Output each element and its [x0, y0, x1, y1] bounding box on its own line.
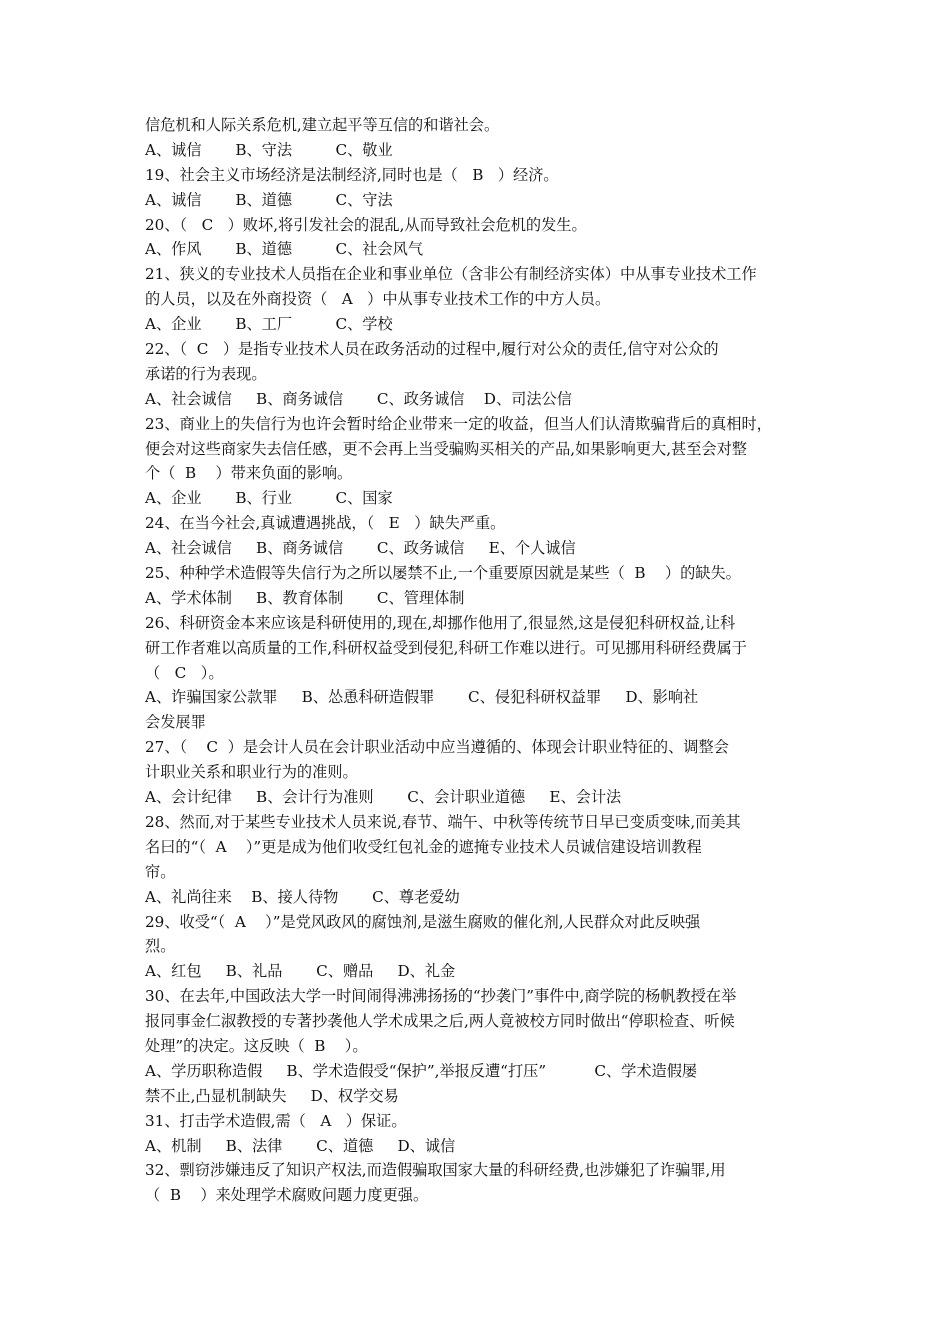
question-24: 24、在当今社会,真诚遭遇挑战，（ E ）缺失严重。 — [145, 514, 506, 533]
answer-options: A、诈骗国家公款罪 B、怂恿科研造假罪 C、侵犯科研权益罪 D、影响社 — [145, 688, 699, 707]
question-26: 26、科研资金本来应该是科研使用的,现在,却挪作他用了,很显然,这是侵犯科研权益,让科 — [145, 613, 736, 632]
text-line: 处理”的决定。这反映（ B ）。 — [145, 1036, 368, 1055]
text-line: 名曰的“（ A ）”更是成为他们收受红包礼金的遮掩专业技术人员诚信建设培训教程 — [145, 837, 702, 856]
answer-options: A、社会诚信 B、商务诚信 C、政务诚信 D、司法公信 — [145, 389, 572, 408]
text-line: （ B ）来处理学术腐败问题力度更强。 — [145, 1186, 429, 1205]
answer-options: A、社会诚信 B、商务诚信 C、政务诚信 E、个人诚信 — [145, 539, 576, 558]
answer-options: A、会计纪律 B、会计行为准则 C、会计职业道德 E、会计法 — [145, 788, 622, 807]
question-25: 25、种种学术造假等失信行为之所以屡禁不止,一个重要原因就是某些（ B ）的缺失。 — [145, 564, 741, 583]
answer-options: A、作风 B、道德 C、社会风气 — [145, 240, 424, 259]
question-20: 20、（ C ）败坏,将引发社会的混乱,从而导致社会危机的发生。 — [145, 215, 587, 234]
text-line: 烈。 — [145, 937, 176, 956]
text-line: 便会对这些商家失去信任感，更不会再上当受骗购买相关的产品,如果影响更大,甚至会对整 — [145, 439, 747, 458]
text-line: 会发展罪 — [145, 713, 206, 732]
text-line: （ C ）。 — [145, 663, 224, 682]
text-line: 承诺的行为表现。 — [145, 364, 267, 383]
question-list — [145, 113, 813, 1208]
question-28: 28、然而,对于某些专业技术人员来说,春节、端午、中秋等传统节日早已变质变味,而美其 — [145, 812, 741, 831]
text-line: 研工作者难以高质量的工作,科研权益受到侵犯,科研工作难以进行。可见挪用科研经费属于 — [145, 638, 747, 657]
question-32: 32、剽窃涉嫌违反了知识产权法,而造假骗取国家大量的科研经费,也涉嫌犯了诈骗罪,用 — [145, 1161, 726, 1180]
text-line: 帘。 — [145, 862, 176, 881]
answer-options: A、诚信 B、守法 C、敬业 — [145, 140, 393, 159]
answer-options: A、企业 B、工厂 C、学校 — [145, 315, 393, 334]
question-27: 27、（ C ）是会计人员在会计职业活动中应当遵循的、体现会计职业特征的、调整会 — [145, 738, 729, 757]
text-line: 的人员，以及在外商投资（ A ）中从事专业技术工作的中方人员。 — [145, 290, 611, 309]
text-line: 个（ B ）带来负面的影响。 — [145, 464, 353, 483]
question-22: 22、（ C ）是指专业技术人员在政务活动的过程中,履行对公众的责任,信守对公众的 — [145, 340, 719, 359]
answer-options: A、企业 B、行业 C、国家 — [145, 489, 393, 508]
answer-options: A、礼尚往来 B、接人待物 C、尊老爱幼 — [145, 887, 460, 906]
question-23: 23、商业上的失信行为也许会暂时给企业带来一定的收益，但当人们认清欺骗背后的真相时， — [145, 414, 772, 433]
answer-options: A、诚信 B、道德 C、守法 — [145, 190, 393, 209]
question-29: 29、收受“（ A ）”是党风政风的腐蚀剂,是滋生腐败的催化剂,人民群众对此反映强 — [145, 912, 701, 931]
question-31: 31、打击学术造假,需（ A ）保证。 — [145, 1111, 407, 1130]
answer-options: A、机制 B、法律 C、道德 D、诚信 — [145, 1136, 456, 1155]
text-line: 报同事金仁淑教授的专著抄袭他人学术成果之后,两人竟被校方同时做出“停职检查、听候 — [145, 1012, 735, 1031]
question-21: 21、狭义的专业技术人员指在企业和事业单位（含非公有制经济实体）中从事专业技术工作 — [145, 265, 757, 284]
answer-options: A、学术体制 B、教育体制 C、管理体制 — [145, 588, 465, 607]
answer-options: A、学历职称造假 B、学术造假受“保护”,举报反遭“打压” C、学术造假屡 — [145, 1061, 698, 1080]
text-line: 信危机和人际关系危机,建立起平等互信的和谐社会。 — [145, 116, 500, 134]
text-line: 计职业关系和职业行为的准则。 — [145, 763, 358, 782]
answer-options: A、红包 B、礼品 C、赠品 D、礼金 — [145, 962, 456, 981]
question-19: 19、社会主义市场经济是法制经济,同时也是（ B ）经济。 — [145, 165, 559, 184]
text-line: 禁不止,凸显机制缺失 D、权学交易 — [145, 1086, 399, 1105]
question-30: 30、在去年,中国政法大学一时间闹得沸沸扬扬的“抄袭门”事件中,商学院的杨帆教授在举 — [145, 987, 737, 1006]
